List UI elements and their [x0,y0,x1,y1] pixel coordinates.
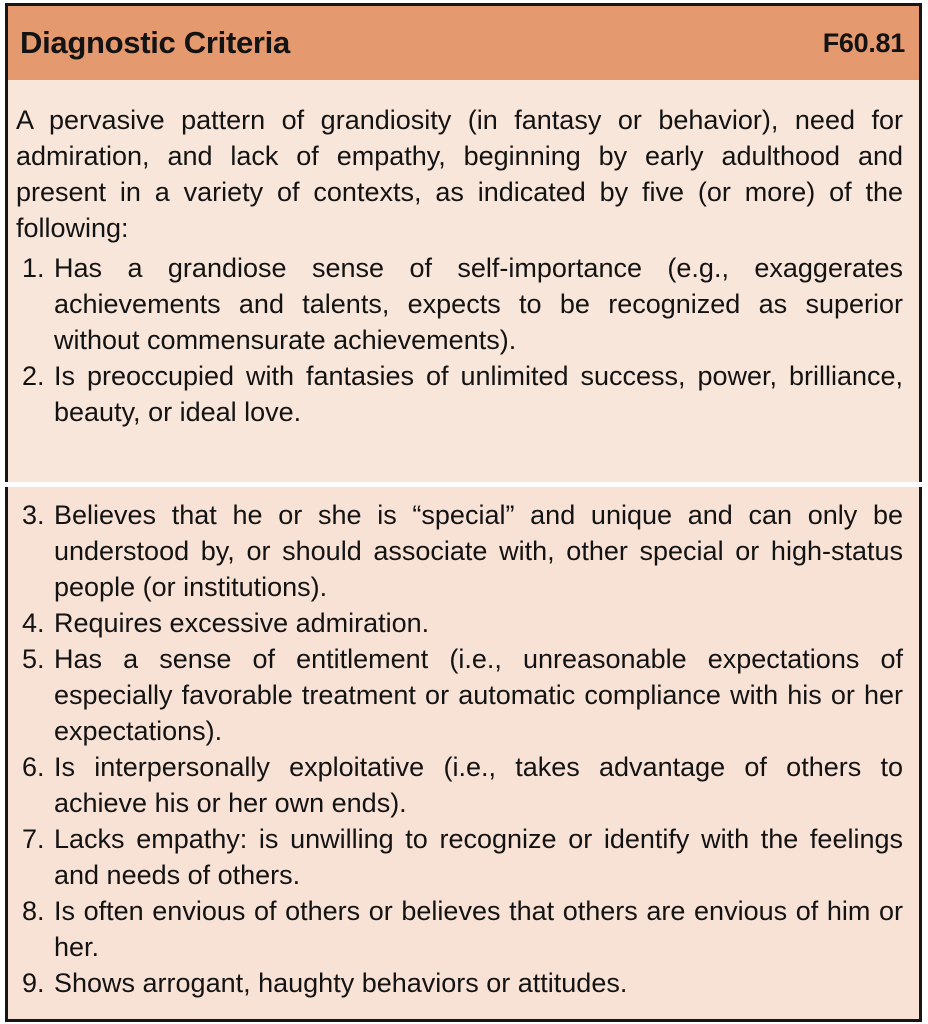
item-text: Lacks empathy: is unwilling to recognize or identify with the feelings and needs of others. [54,824,903,890]
item-number: 2. [22,361,45,391]
criteria-box-lower [5,487,922,1022]
item-number: 7. [22,824,45,854]
list-item [8,821,919,893]
item-number: 3. [22,500,45,530]
diagnostic-code: F60.81 [822,27,905,58]
item-number: 8. [22,896,45,926]
item-text: Requires excessive admiration. [54,608,430,638]
item-text: Is preoccupied with fantasies of unlimited success, power, brilliance, beauty, or ideal love. [54,361,903,427]
item-text: Is interpersonally exploitative (i.e., takes advantage of others to achieve his or her own ends). [54,752,903,818]
list-item [8,641,919,749]
item-text: Is often envious of others or believes that others are envious of him or her. [54,896,903,962]
list-item [8,605,919,641]
list-item [8,250,919,358]
header-bar [8,6,919,80]
item-text: Has a sense of entitlement (i.e., unreasonable expectations of especially favorable treatment or automatic compliance with his or her expectations). [54,644,903,746]
item-number: 1. [22,253,45,283]
list-item [8,749,919,821]
list-item [8,358,919,430]
page-title: Diagnostic Criteria [20,25,290,60]
item-number: 9. [22,968,45,998]
list-item [8,497,919,605]
item-number: 6. [22,752,45,782]
item-text: Has a grandiose sense of self-importance (e.g., exaggerates achievements and talents, expects to be recognized as superior without commensurate achievements). [54,253,903,355]
criteria-box-upper [5,3,922,482]
criteria-list-upper [8,250,919,430]
list-item [8,965,919,1001]
item-number: 5. [22,644,45,674]
criteria-list-lower [8,497,919,1001]
item-text: Shows arrogant, haughty behaviors or attitudes. [54,968,628,998]
intro-paragraph: A pervasive pattern of grandiosity (in fantasy or behavior), need for admiration, and lack of empathy, beginning by early adulthood and present in a variety of contexts, as indicated by five (or more) of the following: [16,105,903,243]
item-number: 4. [22,608,45,638]
item-text: Believes that he or she is “special” and unique and can only be understood by, or should associate with, other special or high-status people (or institutions). [54,500,903,602]
list-item [8,893,919,965]
